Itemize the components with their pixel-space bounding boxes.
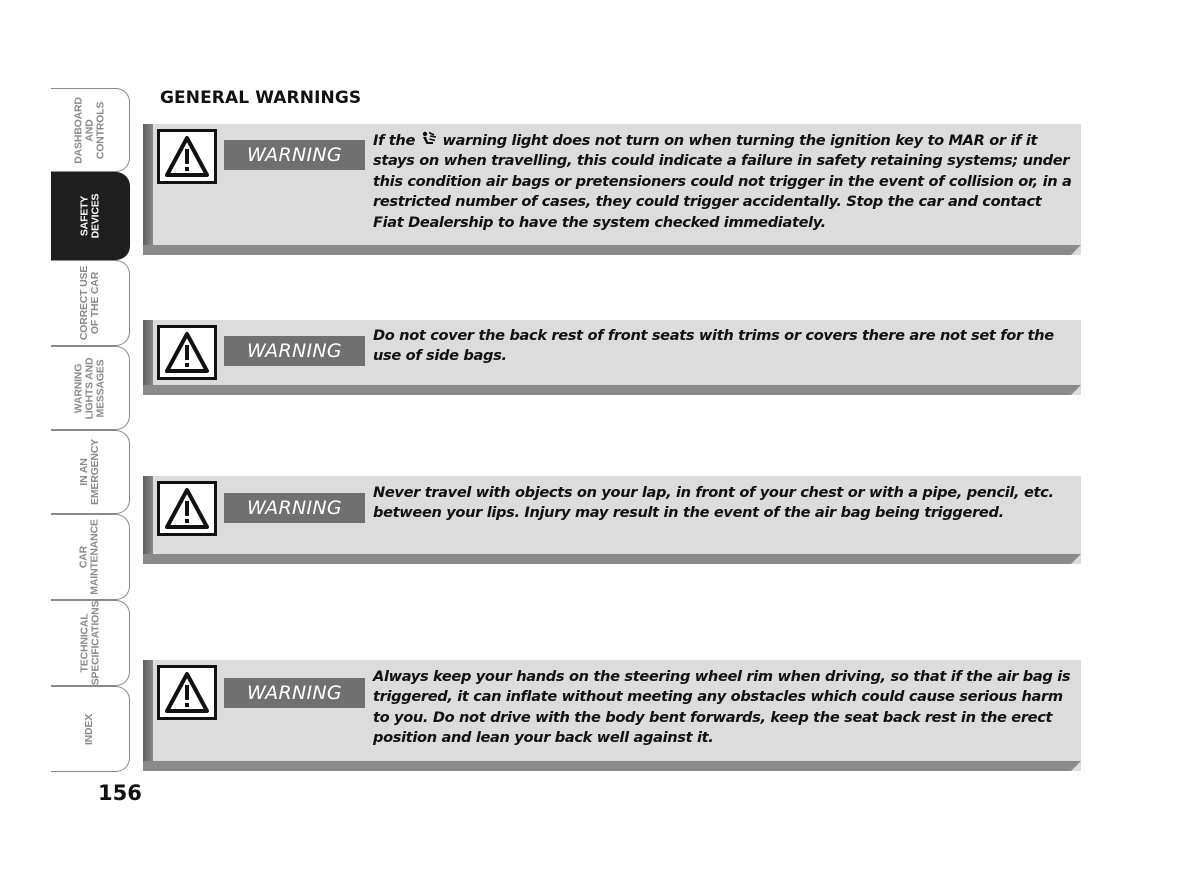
warning-box-1 [143, 124, 1081, 255]
tab-label: SAFETY DEVICES [77, 193, 101, 239]
section-heading: GENERAL WARNINGS [160, 88, 362, 108]
chapter-tabs [51, 88, 132, 772]
tab-safety-devices[interactable] [51, 172, 130, 260]
tab-label: IN AN EMERGENCY [77, 439, 101, 505]
warning-text: Always keep your hands on the steering wheel rim when driving, so that if the air bag is triggered, it can inflate without meeting any obstacles which could cause serious harm to you. Do not drive with the body bent forwards, keep the seat back rest in the erect position and lean your back well against it. [373, 668, 1071, 747]
warning-label: WARNING [224, 140, 365, 170]
tab-label: CORRECT USE OF THE CAR [77, 265, 101, 341]
warning-triangle-icon [157, 129, 217, 184]
tab-label: DASHBOARD AND CONTROLS [72, 96, 107, 164]
warning-box-2 [143, 320, 1081, 395]
airbag-warning-light-icon [420, 131, 438, 147]
warning-label: WARNING [224, 493, 365, 523]
tab-technical-specifications[interactable] [51, 600, 130, 686]
tab-in-an-emergency[interactable] [51, 430, 130, 514]
tab-correct-use-of-the-car[interactable] [51, 260, 130, 346]
tab-label: WARNING LIGHTS AND MESSAGES [72, 357, 107, 419]
tab-label: INDEX [83, 713, 96, 745]
tab-warning-lights-and-messages[interactable] [51, 346, 130, 430]
warning-triangle-icon [157, 665, 217, 720]
warning-text-body: warning light does not turn on when turning the ignition key to MAR or if it stays on when travelling, this could indicate a failure in safety retaining systems; under this condition air bags or pretensioners could not trigger in the event of collision or, in a restricted number of cases, they could trigger accidentally. Stop the car and contact Fiat Dealership to have the system checked immediately. [373, 132, 1072, 231]
tab-label: CAR MAINTENANCE [77, 519, 101, 595]
warning-box-3 [143, 476, 1081, 564]
tab-dashboard-and-controls[interactable] [51, 88, 130, 172]
warning-label: WARNING [224, 336, 365, 366]
warning-box-4 [143, 660, 1081, 771]
warning-triangle-icon [157, 481, 217, 536]
warning-text [373, 131, 1073, 233]
warning-label: WARNING [224, 678, 365, 708]
warning-text-lead: If the [373, 132, 416, 149]
tab-index[interactable] [51, 686, 130, 772]
tab-car-maintenance[interactable] [51, 514, 130, 600]
warning-text: Do not cover the back rest of front seats with trims or covers there are not set for the use of side bags. [373, 327, 1054, 365]
page-number: 156 [98, 781, 142, 805]
tab-label: TECHNICAL SPECIFICATIONS [78, 600, 102, 686]
warning-triangle-icon [157, 325, 217, 380]
warning-text: Never travel with objects on your lap, in front of your chest or with a pipe, pencil, etc. between your lips. Injury may result in the event of the air bag being triggered. [373, 484, 1054, 522]
